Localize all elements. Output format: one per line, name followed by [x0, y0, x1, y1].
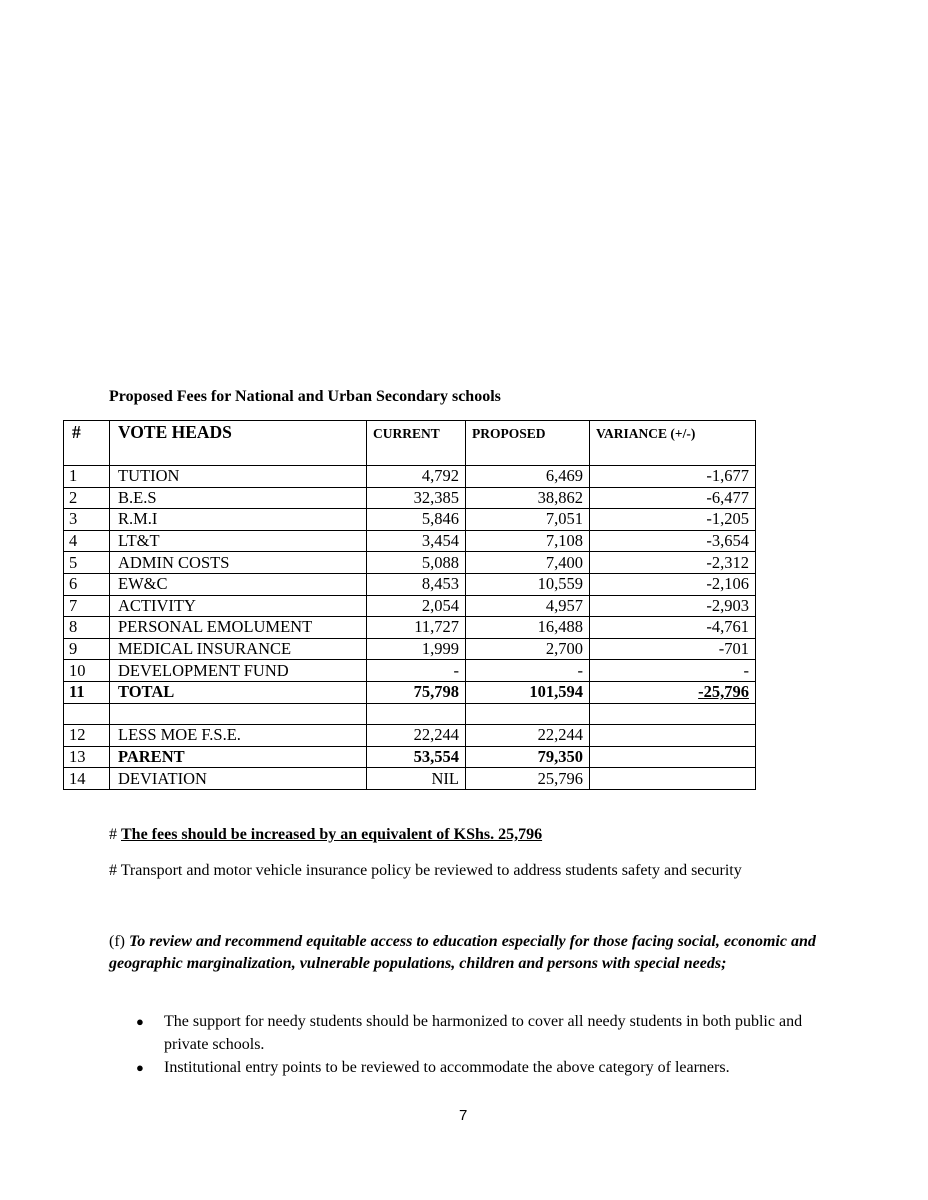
vote-head: ACTIVITY	[110, 595, 367, 617]
table-row	[64, 725, 756, 747]
table-row	[64, 638, 756, 660]
proposed-value: -	[466, 660, 590, 682]
row-number: 10	[64, 660, 110, 682]
header-proposed: PROPOSED	[466, 421, 590, 466]
current-value: NIL	[367, 768, 466, 790]
proposed-value	[466, 681, 590, 703]
vote-head: EW&C	[110, 573, 367, 595]
proposed-value: 2,700	[466, 638, 590, 660]
variance-value: -	[590, 660, 756, 682]
header-current: CURRENT	[367, 421, 466, 466]
variance-value: -701	[590, 638, 756, 660]
variance-value: -2,312	[590, 552, 756, 574]
table-row	[64, 530, 756, 552]
current-value: 53,554	[367, 746, 466, 768]
variance-value: -2,903	[590, 595, 756, 617]
vote-head: PARENT	[110, 746, 367, 768]
current-value: 5,846	[367, 509, 466, 531]
current-value: 22,244	[367, 725, 466, 747]
empty-cell	[590, 703, 756, 725]
table-row	[64, 660, 756, 682]
proposed-value: 6,469	[466, 466, 590, 488]
section-f-paragraph	[109, 931, 829, 975]
proposed-value: 7,051	[466, 509, 590, 531]
empty-cell	[367, 703, 466, 725]
empty-cell	[110, 703, 367, 725]
proposed-value: 10,559	[466, 573, 590, 595]
row-number: 12	[64, 725, 110, 747]
row-number: 13	[64, 746, 110, 768]
transport-note: # Transport and motor vehicle insurance policy be reviewed to address students safety and security	[109, 862, 742, 879]
current-value: 32,385	[367, 487, 466, 509]
current-value: 5,088	[367, 552, 466, 574]
section-f-label: (f)	[109, 933, 129, 950]
vote-head-text: TOTAL	[118, 682, 175, 702]
fee-increase-text: The fees should be increased by an equivalent of KShs. 25,796	[121, 826, 543, 843]
variance-value	[590, 768, 756, 790]
current-value: 11,727	[367, 617, 466, 639]
empty-cell	[64, 703, 110, 725]
table-row	[64, 768, 756, 790]
page-number: 7	[459, 1107, 468, 1124]
variance-value	[590, 725, 756, 747]
table-row	[64, 466, 756, 488]
proposed-value: 4,957	[466, 595, 590, 617]
current-value: 4,792	[367, 466, 466, 488]
proposed-value: 7,400	[466, 552, 590, 574]
vote-head: TUTION	[110, 466, 367, 488]
vote-head: B.E.S	[110, 487, 367, 509]
row-number: 7	[64, 595, 110, 617]
proposed-value: 7,108	[466, 530, 590, 552]
variance-value: -4,761	[590, 617, 756, 639]
variance-value: -6,477	[590, 487, 756, 509]
vote-head: DEVIATION	[110, 768, 367, 790]
proposed-value: 22,244	[466, 725, 590, 747]
fees-table	[63, 420, 756, 790]
list-item-text: Institutional entry points to be reviewed to accommodate the above category of learners.	[164, 1059, 730, 1076]
fee-increase-note	[109, 826, 542, 844]
vote-head	[110, 681, 367, 703]
row-number: 14	[64, 768, 110, 790]
spacer-row	[64, 703, 756, 725]
proposed-value: 79,350	[466, 746, 590, 768]
list-item	[132, 1010, 832, 1056]
parent-row	[64, 746, 756, 768]
current-value: 8,453	[367, 573, 466, 595]
row-number: 8	[64, 617, 110, 639]
vote-head: ADMIN COSTS	[110, 552, 367, 574]
current-value: 3,454	[367, 530, 466, 552]
proposed-value: 38,862	[466, 487, 590, 509]
table-header-row	[64, 421, 756, 466]
row-number: 5	[64, 552, 110, 574]
total-row	[64, 681, 756, 703]
table-row	[64, 487, 756, 509]
variance-value	[590, 681, 756, 703]
vote-head: DEVELOPMENT FUND	[110, 660, 367, 682]
row-number: 2	[64, 487, 110, 509]
list-item	[132, 1056, 832, 1079]
current-value: -	[367, 660, 466, 682]
header-number: #	[64, 421, 110, 466]
variance-value: -1,677	[590, 466, 756, 488]
current-value: 1,999	[367, 638, 466, 660]
variance-value: -3,654	[590, 530, 756, 552]
proposed-value-text: 101,594	[529, 682, 583, 702]
variance-value	[590, 746, 756, 768]
vote-head: MEDICAL INSURANCE	[110, 638, 367, 660]
empty-cell	[466, 703, 590, 725]
current-value	[367, 681, 466, 703]
row-number: 3	[64, 509, 110, 531]
header-variance: VARIANCE (+/-)	[590, 421, 756, 466]
table-row	[64, 573, 756, 595]
vote-head: PERSONAL EMOLUMENT	[110, 617, 367, 639]
row-number: 4	[64, 530, 110, 552]
header-vote-heads: VOTE HEADS	[110, 421, 367, 466]
row-number: 1	[64, 466, 110, 488]
table-row	[64, 595, 756, 617]
table-title: Proposed Fees for National and Urban Secondary schools	[109, 388, 501, 405]
section-f-text: To review and recommend equitable access to education especially for those facing social, economic and geographic marginalization, vulnerable populations, children and persons with special needs;	[109, 933, 816, 972]
variance-value-text: -25,796	[698, 682, 749, 702]
variance-value: -1,205	[590, 509, 756, 531]
row-number: 11	[64, 681, 110, 703]
table-row	[64, 617, 756, 639]
bullet-icon: ●	[136, 1014, 144, 1029]
proposed-value: 25,796	[466, 768, 590, 790]
note-hash: #	[109, 826, 121, 843]
vote-head: LESS MOE F.S.E.	[110, 725, 367, 747]
row-number: 9	[64, 638, 110, 660]
list-item-text: The support for needy students should be harmonized to cover all needy students in both public and private schools.	[164, 1013, 803, 1053]
proposed-value: 16,488	[466, 617, 590, 639]
table-row	[64, 509, 756, 531]
row-number: 6	[64, 573, 110, 595]
table-row	[64, 552, 756, 574]
variance-value: -2,106	[590, 573, 756, 595]
current-value-text: 75,798	[413, 682, 459, 702]
recommendation-list	[132, 1010, 832, 1079]
current-value: 2,054	[367, 595, 466, 617]
vote-head: R.M.I	[110, 509, 367, 531]
vote-head: LT&T	[110, 530, 367, 552]
bullet-icon: ●	[136, 1060, 144, 1075]
